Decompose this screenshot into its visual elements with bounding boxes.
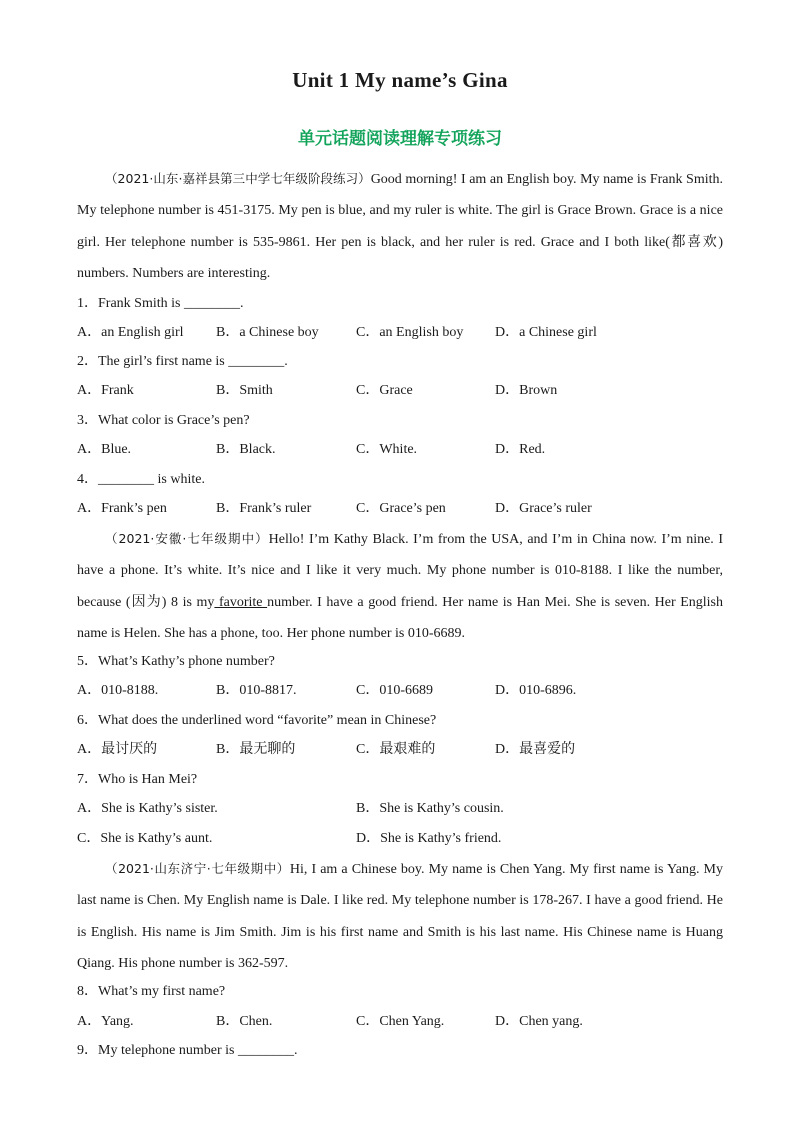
passage-1-text: Good morning! I am an English boy. My name is Frank Smith. My telephone number is 451-3175. My pen is blue, and my ruler is white. The girl is Grace Brown. Grace is a nice girl. Her telephone number is 535-9861. Her pen is black, and her ruler is red. Grace and I both like(都喜欢) numbers. Numbers are interesting.	[77, 172, 723, 282]
question-4-option-c: C．Grace’s pen	[356, 501, 446, 516]
passage-1-source: （2021·山东·嘉祥县第三中学七年级阶段练习）	[105, 171, 371, 186]
question-7-option-d: D．She is Kathy’s friend.	[356, 831, 502, 846]
question-6-stem: 6．What does the underlined word “favorite” mean in Chinese?	[77, 713, 437, 728]
question-6-option-c: C．最艰难的	[356, 742, 436, 757]
question-1-option-c: C．an English boy	[356, 325, 464, 340]
question-2-stem: 2．The girl’s first name is ________.	[77, 354, 288, 369]
question-1-stem: 1．Frank Smith is ________.	[77, 296, 244, 311]
question-3-option-c: C．White.	[356, 442, 418, 457]
question-7-option-c: C．She is Kathy’s aunt.	[77, 831, 213, 846]
passage-1	[77, 163, 723, 290]
question-8-option-b: B．Chen.	[216, 1014, 273, 1029]
passage-3-source: （2021·山东济宁·七年级期中）	[105, 861, 290, 876]
question-4-stem: 4．________ is white.	[77, 472, 205, 487]
question-7-option-a: A．She is Kathy’s sister.	[77, 801, 218, 816]
question-2-option-c: C．Grace	[356, 383, 413, 398]
question-5-option-a: A．010-8188.	[77, 683, 159, 698]
question-8-option-c: C．Chen Yang.	[356, 1014, 445, 1029]
page-subtitle: 单元话题阅读理解专项练习	[298, 129, 502, 149]
question-1-option-d: D．a Chinese girl	[495, 325, 597, 340]
question-4-option-a: A．Frank’s pen	[77, 501, 167, 516]
question-5-option-c: C．010-6689	[356, 683, 433, 698]
passage-2-source: （2021·安徽·七年级期中）	[105, 531, 269, 546]
question-3-option-b: B．Black.	[216, 442, 276, 457]
question-5-option-d: D．010-6896.	[495, 683, 577, 698]
question-2-option-a: A．Frank	[77, 383, 134, 398]
question-8-option-a: A．Yang.	[77, 1014, 134, 1029]
question-3-option-a: A．Blue.	[77, 442, 132, 457]
question-5-option-b: B．010-8817.	[216, 683, 297, 698]
question-7-option-b: B．She is Kathy’s cousin.	[356, 801, 504, 816]
question-7-stem: 7．Who is Han Mei?	[77, 772, 198, 787]
question-9-stem: 9．My telephone number is ________.	[77, 1043, 298, 1058]
question-3-stem: 3．What color is Grace’s pen?	[77, 413, 250, 428]
underlined-word: favorite	[214, 594, 268, 610]
question-8-option-d: D．Chen yang.	[495, 1014, 583, 1029]
passage-2	[77, 523, 723, 650]
passage-3	[77, 853, 723, 980]
question-2-option-b: B．Smith	[216, 383, 273, 398]
question-6-option-a: A．最讨厌的	[77, 742, 158, 757]
question-2-option-d: D．Brown	[495, 383, 558, 398]
passage-3-text: Hi, I am a Chinese boy. My name is Chen Yang. My first name is Yang. My last name is Chen. My English name is Dale. I like red. My telephone number is 178-267. I have a good friend. He is English. His name is Jim Smith. Jim is his first name and Smith is his last name. His Chinese name is Huang Qiang. His phone number is 362-597.	[77, 862, 723, 972]
passage-2-text-after: number. I have a good friend. Her name is Han Mei. She is seven. Her English name is Helen. She has a phone, too. Her phone number is 010-6689.	[77, 594, 723, 642]
question-1-option-b: B．a Chinese boy	[216, 325, 319, 340]
question-6-option-d: D．最喜爱的	[495, 742, 576, 757]
question-5-stem: 5．What’s Kathy’s phone number?	[77, 654, 275, 669]
question-4-option-d: D．Grace’s ruler	[495, 501, 592, 516]
question-6-option-b: B．最无聊的	[216, 742, 296, 757]
question-4-option-b: B．Frank’s ruler	[216, 501, 312, 516]
page-title: Unit 1 My name’s Gina	[292, 68, 508, 92]
passage-2-text-before: Hello! I’m Kathy Black. I’m from the USA, and I’m in China now. I’m nine. I have a phone. It’s white. It’s nice and I like it very much. My phone number is 010-8188. I like the number, because (因为) 8 is my	[77, 532, 724, 610]
question-1-option-a: A．an English girl	[77, 325, 184, 340]
question-3-option-d: D．Red.	[495, 442, 546, 457]
question-8-stem: 8．What’s my first name?	[77, 984, 226, 999]
